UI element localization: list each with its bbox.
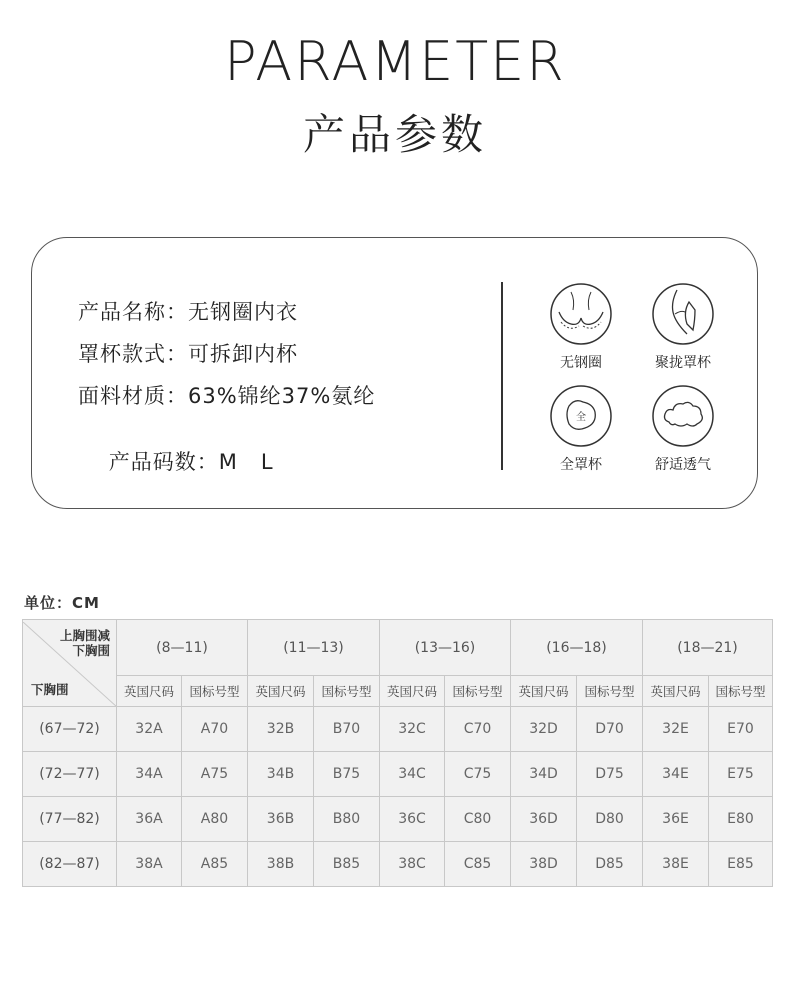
- full-cup-icon: [549, 384, 613, 448]
- table-row: [23, 752, 773, 797]
- size-cell: 36A: [117, 797, 182, 842]
- size-table: [22, 619, 773, 887]
- size-cell: 38C: [380, 842, 445, 887]
- spec-card: [31, 237, 758, 509]
- size-cell: B75: [314, 752, 380, 797]
- size-cell: E75: [709, 752, 773, 797]
- size-cell: C70: [445, 707, 511, 752]
- sub-header-cn: 国标号型: [577, 676, 643, 707]
- size-cell: 36D: [511, 797, 577, 842]
- range-header: (11—13): [248, 620, 380, 676]
- size-cell: 38B: [248, 842, 314, 887]
- feature-label: 无钢圈: [560, 355, 602, 371]
- feature-label: 全罩杯: [560, 457, 602, 473]
- size-cell: D70: [577, 707, 643, 752]
- size-cell: 34E: [643, 752, 709, 797]
- spec-row-name: [78, 296, 298, 326]
- sub-header-uk: 英国尺码: [380, 676, 445, 707]
- spec-label: 面料材质：: [78, 384, 188, 408]
- size-cell: A85: [182, 842, 248, 887]
- underbust-cell: (67—72): [23, 707, 117, 752]
- table-corner-cell: [23, 620, 117, 707]
- sub-header-uk: 英国尺码: [248, 676, 314, 707]
- range-header: (16—18): [511, 620, 643, 676]
- page-title-en: PARAMETER: [224, 30, 566, 93]
- spec-row-cup-style: [78, 338, 298, 368]
- range-header: (8—11): [117, 620, 248, 676]
- feature-full-cup: [526, 384, 636, 474]
- corner-bottom-label: 下胸围: [31, 681, 69, 697]
- underbust-cell: (72—77): [23, 752, 117, 797]
- feature-push-up: [628, 282, 738, 372]
- size-cell: 32D: [511, 707, 577, 752]
- size-cell: E80: [709, 797, 773, 842]
- table-row: [23, 842, 773, 887]
- table-row: [23, 797, 773, 842]
- sub-header-cn: 国标号型: [445, 676, 511, 707]
- size-cell: 32A: [117, 707, 182, 752]
- size-cell: B85: [314, 842, 380, 887]
- spec-value: 63%锦纶37%氨纶: [188, 384, 376, 408]
- unit-label: 单位：CM: [24, 594, 100, 612]
- size-cell: C80: [445, 797, 511, 842]
- feature-label: 聚拢罩杯: [655, 355, 711, 371]
- spec-label: 产品名称：: [78, 300, 188, 324]
- sub-header-cn: 国标号型: [182, 676, 248, 707]
- size-rows: [23, 707, 773, 887]
- size-cell: 36E: [643, 797, 709, 842]
- spec-label: 罩杯款式：: [78, 342, 188, 366]
- size-cell: A70: [182, 707, 248, 752]
- push-up-cup-icon: [651, 282, 715, 346]
- page-title-cn: 产品参数: [302, 110, 487, 159]
- size-cell: D75: [577, 752, 643, 797]
- size-cell: 34D: [511, 752, 577, 797]
- size-cell: 38A: [117, 842, 182, 887]
- size-cell: 32B: [248, 707, 314, 752]
- sub-header-cn: 国标号型: [709, 676, 773, 707]
- sub-header-cn: 国标号型: [314, 676, 380, 707]
- sub-header-uk: 英国尺码: [117, 676, 182, 707]
- spec-value: 可拆卸内杯: [188, 342, 298, 366]
- feature-no-wire: [526, 282, 636, 372]
- underbust-cell: (77—82): [23, 797, 117, 842]
- sub-header-uk: 英国尺码: [643, 676, 709, 707]
- feature-breathable: [628, 384, 738, 474]
- full-icon-text: 全: [576, 412, 586, 423]
- size-cell: 34C: [380, 752, 445, 797]
- feature-label: 舒适透气: [655, 457, 711, 473]
- size-cell: D80: [577, 797, 643, 842]
- size-cell: 32E: [643, 707, 709, 752]
- size-cell: C85: [445, 842, 511, 887]
- size-cell: E85: [709, 842, 773, 887]
- size-cell: 34B: [248, 752, 314, 797]
- corner-top-label: 上胸围减 下胸围: [59, 627, 110, 658]
- size-cell: A80: [182, 797, 248, 842]
- size-cell: B70: [314, 707, 380, 752]
- spec-row-material: [78, 380, 375, 410]
- sub-header-uk: 英国尺码: [511, 676, 577, 707]
- range-header: (18—21): [643, 620, 773, 676]
- size-cell: 34A: [117, 752, 182, 797]
- size-cell: E70: [709, 707, 773, 752]
- table-row: [23, 707, 773, 752]
- size-cell: A75: [182, 752, 248, 797]
- range-header: (13—16): [380, 620, 511, 676]
- spec-label: 产品码数：: [108, 450, 219, 474]
- underbust-cell: (82—87): [23, 842, 117, 887]
- breathable-icon: [651, 384, 715, 448]
- size-cell: 38E: [643, 842, 709, 887]
- spec-value: M L: [218, 450, 274, 474]
- size-cell: D85: [577, 842, 643, 887]
- size-cell: 36B: [248, 797, 314, 842]
- card-divider: [501, 282, 503, 470]
- size-cell: C75: [445, 752, 511, 797]
- size-cell: 32C: [380, 707, 445, 752]
- size-cell: 36C: [380, 797, 445, 842]
- spec-value: 无钢圈内衣: [188, 300, 298, 324]
- size-cell: B80: [314, 797, 380, 842]
- no-wire-icon: [549, 282, 613, 346]
- size-cell: 38D: [511, 842, 577, 887]
- spec-row-sizes: [78, 422, 274, 500]
